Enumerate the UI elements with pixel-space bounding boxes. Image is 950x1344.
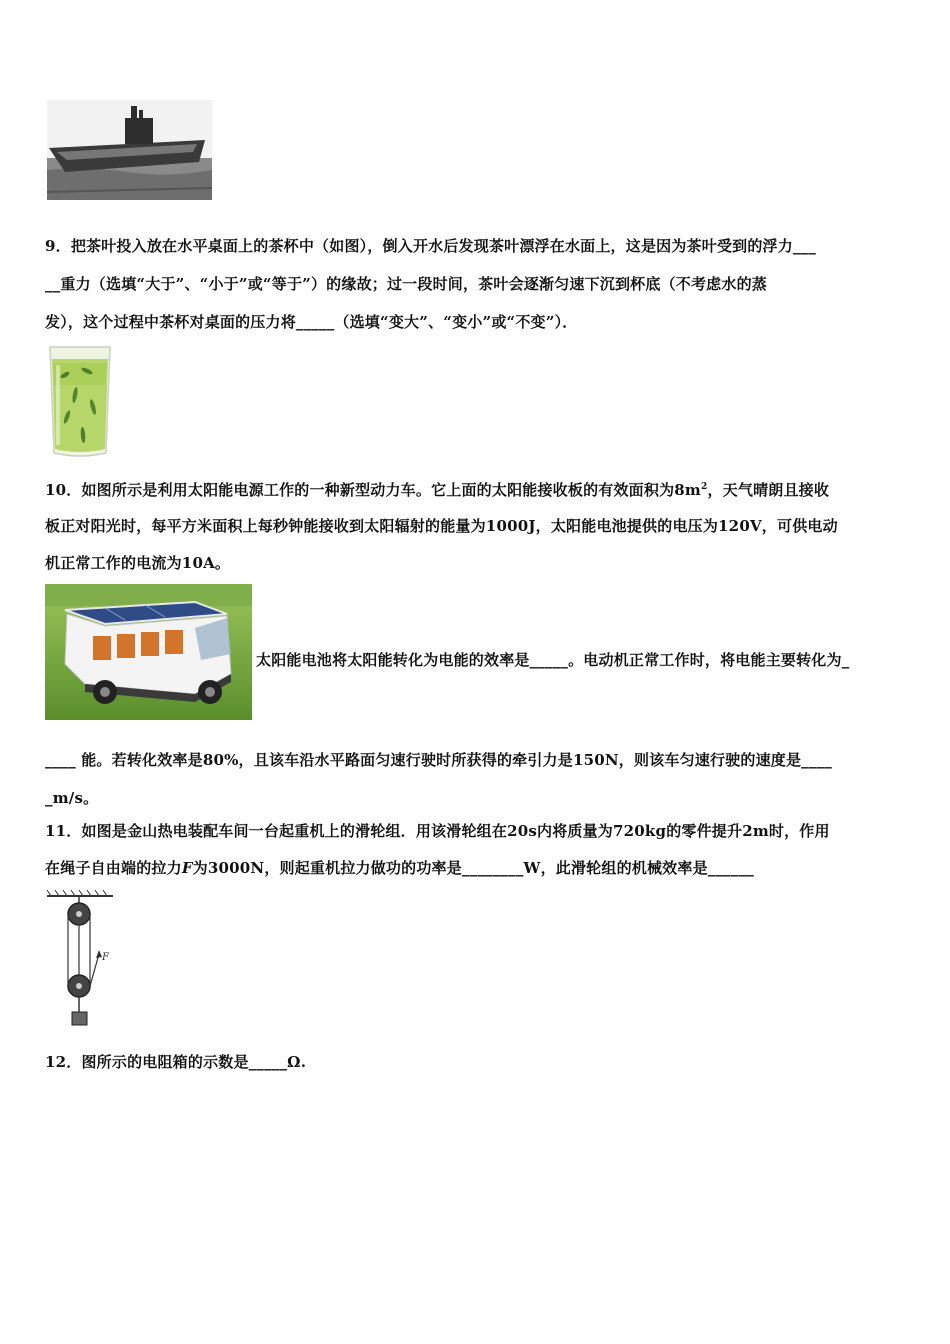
q11-line-2-tail: 为3000N，则起重机拉力做功的功率是________W，此滑轮组的机械效率是______ <box>192 859 754 877</box>
q12-line-1: 12．图所示的电阻箱的示数是_____Ω. <box>45 1053 307 1071</box>
q10-line-1-text: 10．如图所示是利用太阳能电源工作的一种新型动力车。它上面的太阳能接收板的有效面积为8m <box>45 481 701 499</box>
pulley-force-label: F <box>102 952 109 963</box>
q10-area-exponent: 2 <box>701 482 708 492</box>
q10-line-1-tail: ，天气晴朗且接收 <box>707 481 830 499</box>
q9-line-3: 发），这个过程中茶杯对桌面的压力将_____（选填“变大”、“变小”或“不变”）． <box>45 313 578 331</box>
q10-line-4: 太阳能电池将太阳能转化为电能的效率是_____。电动机正常工作时，将电能主要转化为_ <box>256 651 850 669</box>
q11-line-2 <box>45 858 754 878</box>
q11-force-variable: F <box>181 859 193 877</box>
tea-glass-image <box>47 345 113 459</box>
q9-line-1: 9．把茶叶投入放在水平桌面上的茶杯中（如图），倒入开水后发现茶叶漂浮在水面上，这是因为茶叶受到的浮力___ <box>45 237 817 255</box>
q9-line-2: __重力（选填“大于”、“小于”或“等于”）的缘故；过一段时间，茶叶会逐渐匀速下沉到杯底（不考虑水的蒸 <box>45 275 767 293</box>
solar-car-image <box>45 584 252 720</box>
q11-line-1: 11．如图是金山热电装配车间一台起重机上的滑轮组．用该滑轮组在20s内将质量为720kg的零件提升2m时，作用 <box>45 822 830 840</box>
q10-line-5: ____ 能。若转化效率是80%，且该车沿水平路面匀速行驶时所获得的牵引力是150N，则该车匀速行驶的速度是____ <box>45 751 832 769</box>
q10-line-1 <box>45 480 829 500</box>
q10-line-6: _m/s。 <box>45 789 99 807</box>
q10-line-2: 板正对阳光时，每平方米面积上每秒钟能接收到太阳辐射的能量为1000J，太阳能电池提供的电压为120V，可供电动 <box>45 517 838 535</box>
aircraft-carrier-image <box>47 100 212 200</box>
q10-line-3: 机正常工作的电流为10A。 <box>45 554 231 572</box>
q11-line-2-text: 在绳子自由端的拉力 <box>45 859 182 877</box>
pulley-system-diagram <box>45 888 125 1030</box>
